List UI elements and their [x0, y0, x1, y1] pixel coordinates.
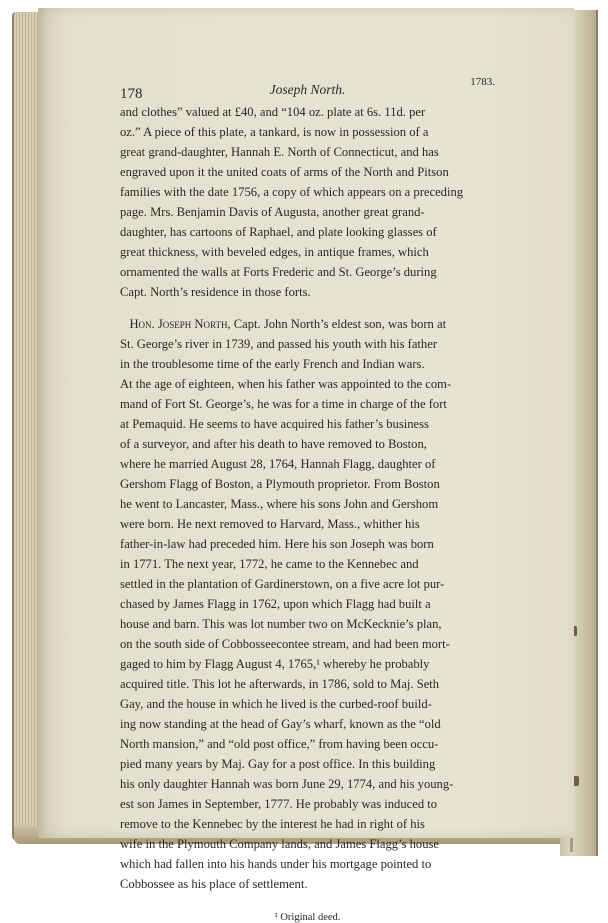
text-line: North mansion,” and “old post office,” from having been occu- [120, 737, 439, 751]
page-content [120, 76, 495, 923]
text-line: wife in the Plymouth Company lands, and James Flagg’s house [120, 837, 440, 851]
text-line: daughter, has cartoons of Raphael, and plate looking glasses of [120, 225, 437, 239]
text-line: remove to the Kennebec by the interest he had in right of his [120, 817, 425, 831]
running-year: 1783. [470, 76, 495, 88]
running-title: Joseph North. [269, 82, 346, 97]
text-line: ing now standing at the head of Gay’s wharf, known as the “old [120, 717, 441, 731]
text-line: chased by James Flagg in 1762, upon which Flagg had built a [120, 597, 431, 611]
text-line: pied many years by Maj. Gay for a post office. In this building [120, 757, 436, 771]
text-line: great grand-daughter, Hannah E. North of Connecticut, and has [120, 145, 439, 159]
text-line: at Pemaquid. He seems to have acquired his father’s business [120, 417, 429, 431]
text-line: great thickness, with beveled edges, in antique frames, which [120, 245, 429, 259]
text-line: which had fallen into his hands under his mortgage pointed to [120, 857, 432, 871]
text-line: mand of Fort St. George’s, he was for a time in charge of the fort [120, 397, 447, 411]
text-line-rest: Capt. John North’s eldest son, was born at [230, 317, 447, 331]
paragraph-plate-and-heirlooms [120, 102, 495, 302]
text-line: on the south side of Cobbosseecontee stream, and had been mort- [120, 637, 450, 651]
text-line: where he married August 28, 1764, Hannah Flagg, daughter of [120, 457, 436, 471]
text-line: page. Mrs. Benjamin Davis of Augusta, another great grand- [120, 205, 425, 219]
text-line: his only daughter Hannah was born June 29, 1774, and his young- [120, 777, 454, 791]
text-line: Gay, and the house in which he lived is the curbed-roof build- [120, 697, 432, 711]
footnote: ¹ Original deed. [274, 912, 341, 923]
text-line: est son James in September, 1777. He probably was induced to [120, 797, 438, 811]
text-line: Gershom Flagg of Boston, a Plymouth proprietor. From Boston [120, 477, 440, 491]
text-line: and clothes” valued at £40, and “104 oz. plate at 6s. 11d. per [120, 105, 426, 119]
text-line: acquired title. This lot he afterwards, in 1786, sold to Maj. Seth [120, 677, 440, 691]
text-line: St. George’s river in 1739, and passed his youth with his father [120, 337, 438, 351]
text-line: gaged to him by Flagg August 4, 1765,¹ whereby he probably [120, 657, 430, 671]
text-line: in 1771. The next year, 1772, he came to the Kennebec and [120, 557, 419, 571]
text-line: settled in the plantation of Gardinerstown, on a five acre lot pur- [120, 577, 445, 591]
text-line: he went to Lancaster, Mass., where his sons John and Gershom [120, 497, 439, 511]
text-line: in the troublesome time of the early French and Indian wars. [120, 357, 425, 371]
running-head [120, 76, 495, 102]
text-line: families with the date 1756, a copy of which appears on a preceding [120, 185, 464, 199]
subject-name: Hon. Joseph North, [129, 317, 231, 331]
text-line: house and barn. This was lot number two on McKecknie’s plan, [120, 617, 442, 631]
text-line: At the age of eighteen, when his father was appointed to the com- [120, 377, 452, 391]
text-line-first [120, 314, 495, 334]
paragraph-joseph-north-biography [120, 314, 495, 894]
text-line: engraved upon it the united coats of arms of the North and Pitson [120, 165, 449, 179]
page-number: 178 [120, 86, 143, 102]
text-line: of a surveyor, and after his death to have removed to Boston, [120, 437, 427, 451]
text-line: were born. He next removed to Harvard, Mass., whither his [120, 517, 420, 531]
text-line: oz.” A piece of this plate, a tankard, is now in possession of a [120, 125, 429, 139]
text-line: ornamented the walls at Forts Frederic and St. George’s during [120, 265, 437, 279]
text-line: Capt. North’s residence in those forts. [120, 285, 311, 299]
text-line: Cobbossee as his place of settlement. [120, 877, 308, 891]
text-line: father-in-law had preceded him. Here his son Joseph was born [120, 537, 434, 551]
